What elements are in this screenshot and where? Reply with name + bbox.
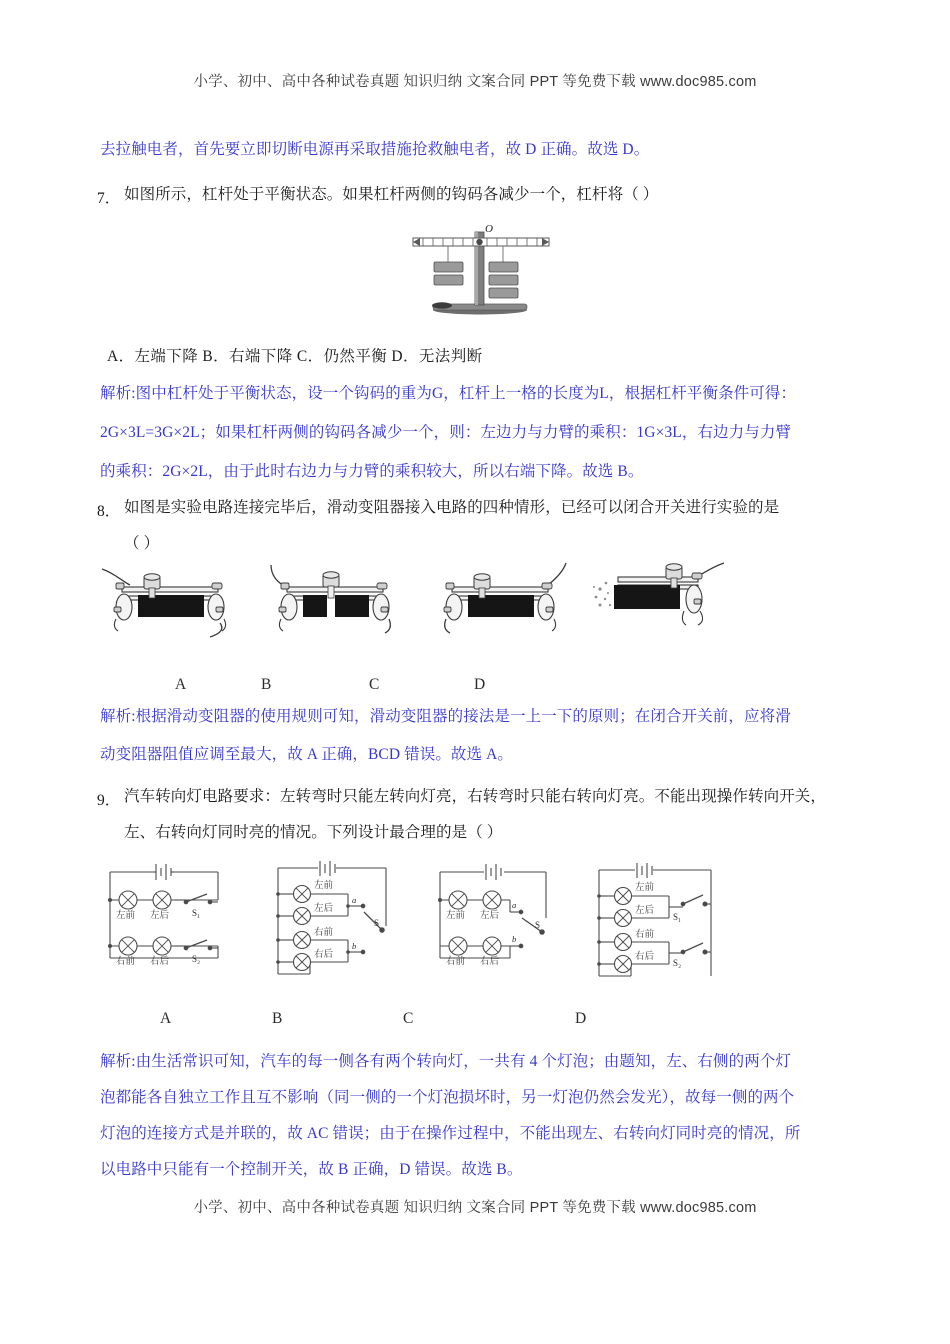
rheostat-option-b: [265, 563, 405, 643]
circuit-option-b: [270, 858, 410, 993]
q8-explanation-line-1: 解析:根据滑动变阻器的使用规则可知，滑动变阻器的接法是一上一下的原则；在闭合开关前，应将滑: [100, 708, 791, 725]
lever-balance-figure: [385, 212, 575, 317]
q7-explanation-line-2: 2G×3L=3G×2L；如果杠杆两侧的钩码各减少一个，则：左边力与力臂的乘积：1G×3L，右边力与力臂: [100, 424, 792, 441]
svg-text:左后: 左后: [635, 906, 655, 916]
svg-text:b: b: [352, 941, 357, 951]
q9-choice-letter-c: C: [403, 1010, 414, 1027]
q6-explanation-tail: 去拉触电者，首先要立即切断电源再采取措施抢救触电者，故 D 正确。故选 D。: [100, 141, 650, 158]
q9-choice-letter-b: B: [272, 1010, 283, 1027]
question-9-number: 9．: [97, 792, 121, 809]
svg-text:左前: 左前: [314, 881, 334, 891]
svg-text:S: S: [374, 918, 380, 928]
question-8-stem-line-1: 如图是实验电路连接完毕后，滑动变阻器接入电路的四种情形，已经可以闭合开关进行实验的是: [124, 499, 780, 516]
q8-choice-letter-d: D: [474, 676, 486, 693]
question-7-number: 7．: [97, 190, 121, 207]
q9-explanation-line-3: 灯泡的连接方式是并联的，故 AC 错误；由于在操作过程中，不能出现左、右转向灯同时亮的情况，所: [100, 1125, 801, 1142]
svg-text:b: b: [512, 934, 517, 944]
q8-choice-letter-b: B: [261, 676, 272, 693]
svg-text:S₂: S₂: [192, 954, 201, 964]
svg-text:左后: 左后: [314, 904, 334, 914]
svg-text:右前: 右前: [116, 957, 136, 967]
question-7-stem: 如图所示，杠杆处于平衡状态。如果杠杆两侧的钩码各减少一个，杠杆将（ ）: [124, 186, 659, 203]
promo-header-text: 小学、初中、高中各种试卷真题 知识归纳 文案合同 PPT 等免费下载 www.doc985.com: [193, 74, 757, 90]
q7-explanation-line-3: 的乘积：2G×2L，由于此时右边力与力臂的乘积较大，所以右端下降。故选 B。: [100, 463, 644, 480]
q9-explanation-line-4: 以电路中只能有一个控制开关，故 B 正确，D 错误。故选 B。: [100, 1161, 523, 1178]
circuit-option-c: [430, 858, 570, 988]
question-8-stem-line-2: （ ）: [124, 535, 160, 552]
svg-text:右前: 右前: [446, 957, 466, 967]
svg-text:a: a: [352, 895, 357, 905]
question-7-options: A．左端下降 B．右端下降 C．仍然平衡 D．无法判断: [107, 348, 483, 365]
svg-text:右前: 右前: [314, 928, 334, 938]
svg-text:左后: 左后: [150, 911, 170, 921]
svg-text:右后: 右后: [480, 957, 500, 967]
q9-choice-letter-d: D: [575, 1010, 587, 1027]
svg-text:S₁: S₁: [192, 908, 201, 918]
question-9-stem-line-2: 左、右转向灯同时亮的情况。下列设计最合理的是（ ）: [124, 824, 503, 841]
svg-text:左前: 左前: [116, 911, 136, 921]
svg-text:右后: 右后: [150, 957, 170, 967]
svg-text:左后: 左后: [480, 911, 500, 921]
question-8-number: 8．: [97, 503, 121, 520]
svg-text:右前: 右前: [635, 930, 655, 940]
promo-footer-text: 小学、初中、高中各种试卷真题 知识归纳 文案合同 PPT 等免费下载 www.doc985.com: [193, 1200, 757, 1216]
q8-choice-letter-a: A: [175, 676, 187, 693]
svg-text:O: O: [485, 223, 493, 235]
svg-text:S: S: [535, 920, 541, 930]
q7-explanation-line-1: 解析:图中杠杆处于平衡状态，设一个钩码的重为G，杠杆上一格的长度为L，根据杠杆平衡条件可得：: [100, 385, 797, 402]
q9-explanation-line-1: 解析:由生活常识可知，汽车的每一侧各有两个转向灯，一共有 4 个灯泡；由题知，左、右侧的两个灯: [100, 1053, 792, 1070]
rheostat-option-a: [100, 563, 240, 643]
svg-text:右后: 右后: [314, 950, 334, 960]
svg-text:左前: 左前: [635, 883, 655, 893]
svg-text:右后: 右后: [635, 952, 655, 962]
rheostat-options-figure: [100, 563, 660, 643]
svg-text:a: a: [512, 900, 517, 910]
q8-explanation-line-2: 动变阻器阻值应调至最大，故 A 正确，BCD 错误。故选 A。: [100, 746, 514, 763]
svg-text:S₁: S₁: [673, 912, 682, 922]
svg-text:左前: 左前: [446, 911, 466, 921]
q8-choice-letter-c: C: [369, 676, 380, 693]
rheostat-option-d: [588, 559, 728, 639]
turn-signal-circuit-options-figure: [100, 858, 750, 993]
circuit-option-d: [585, 852, 735, 992]
circuit-option-a: [100, 858, 240, 988]
q9-choice-letter-a: A: [160, 1010, 172, 1027]
rheostat-option-c: [430, 563, 570, 643]
q9-explanation-line-2: 泡都能各自独立工作且互不影响（同一侧的一个灯泡损坏时，另一灯泡仍然会发光），故每一侧的两个: [100, 1089, 795, 1106]
question-9-stem-line-1: 汽车转向灯电路要求：左转弯时只能左转向灯亮，右转弯时只能右转向灯亮。不能出现操作转向开关，: [124, 788, 827, 805]
svg-text:S₂: S₂: [673, 958, 682, 968]
